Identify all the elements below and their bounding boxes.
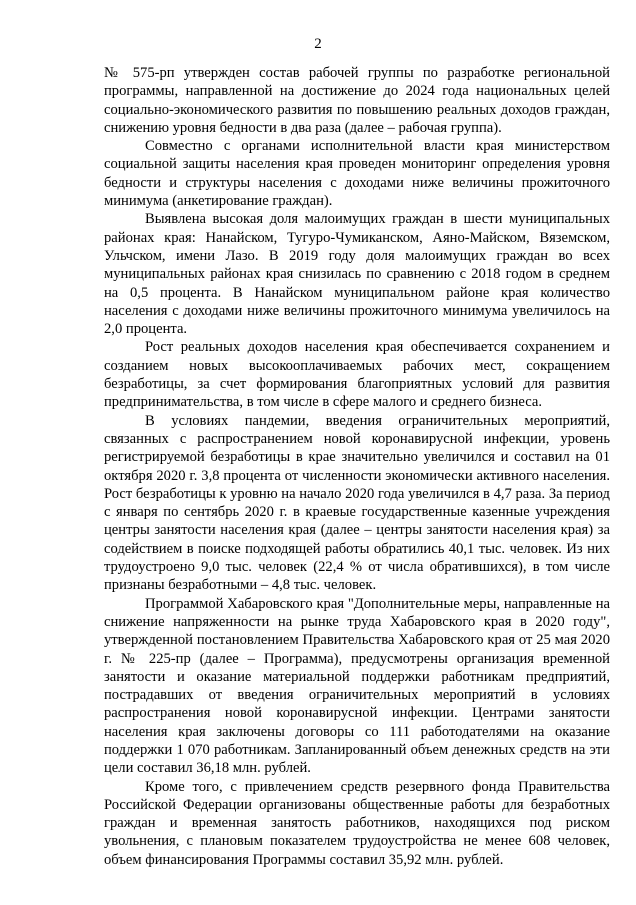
page-number: 2 xyxy=(314,36,322,52)
paragraph: Кроме того, с привлечением средств резервного фонда Правительства Российской Федерации организованы общественные работы для безработных граждан и временная занятость работников, находящихся под риском увольнения, с плановым показателем трудоустройства не менее 608 человек, объем финансирования Программы составил 35,92 млн. рублей. xyxy=(104,778,610,868)
paragraph: Программой Хабаровского края "Дополнительные меры, направленные на снижение напряженности на рынке труда Хабаровского края в 2020 году", утвержденной постановлением Правительства Хабаровского края от 25 мая 2020 г. № 225-пр (далее – Программа), предусмотрены организация временной занятости и оказание материальной поддержки работникам предприятий, пострадавших от введения ограничительных мероприятий в условиях распространения новой коронавирусной инфекции. Центрами занятости населения края заключены договоры со 111 работодателями на оказание поддержки 1 070 работникам. Запланированный объем денежных средств на эти цели составил 36,18 млн. рублей. xyxy=(104,595,610,777)
document-body xyxy=(104,64,610,869)
paragraph: № 575-рп утвержден состав рабочей группы по разработке региональной программы, направленной на достижение до 2024 года национальных целей социально-экономического развития по повышению реальных доходов граждан, снижению уровня бедности в два раза (далее – рабочая группа). xyxy=(104,65,610,136)
paragraph: Рост реальных доходов населения края обеспечивается сохранением и созданием новых высокооплачиваемых рабочих мест, сокращением безработицы, за счет формирования благоприятных условий для развития предпринимательства, в том числе в сфере малого и среднего бизнеса. xyxy=(104,339,610,411)
paragraph: Совместно с органами исполнительной власти края министерством социальной защиты населения края проведен мониторинг определения уровня бедности и структуры населения с доходами ниже величины прожиточного минимума (анкетирование граждан). xyxy=(104,138,610,210)
paragraph: В условиях пандемии, введения ограничительных мероприятий, связанных с распространением новой коронавирусной инфекции, уровень регистрируемой безработицы в крае значительно увеличился и составил на 01 октября 2020 г. 3,8 процента от численности экономически активного населения. Рост безработицы к уровню на начало 2020 года увеличился в 4,7 раза. За период с января по сентябрь 2020 г. в краевые государственные казенные учреждения центры занятости населения края (далее – центры занятости населения края) за содействием в поиске подходящей работы обратились 40,1 тыс. человек. Из них трудоустроено 9,0 тыс. человек (22,4 % от числа обратившихся), в том числе признаны безработными – 4,8 тыс. человек. xyxy=(104,412,610,594)
paragraph: Выявлена высокая доля малоимущих граждан в шести муниципальных районах края: Нанайском, Тугуро-Чумиканском, Аяно-Майском, Вяземском, Ульчском, имени Лазо. В 2019 году доля малоимущих граждан во всех муниципальных районах края снизилась по сравнению с 2018 годом в среднем на 0,5 процента. В Нанайском муниципальном районе края количество населения с доходами ниже величины прожиточного минимума увеличилось на 2,0 процента. xyxy=(104,211,610,338)
